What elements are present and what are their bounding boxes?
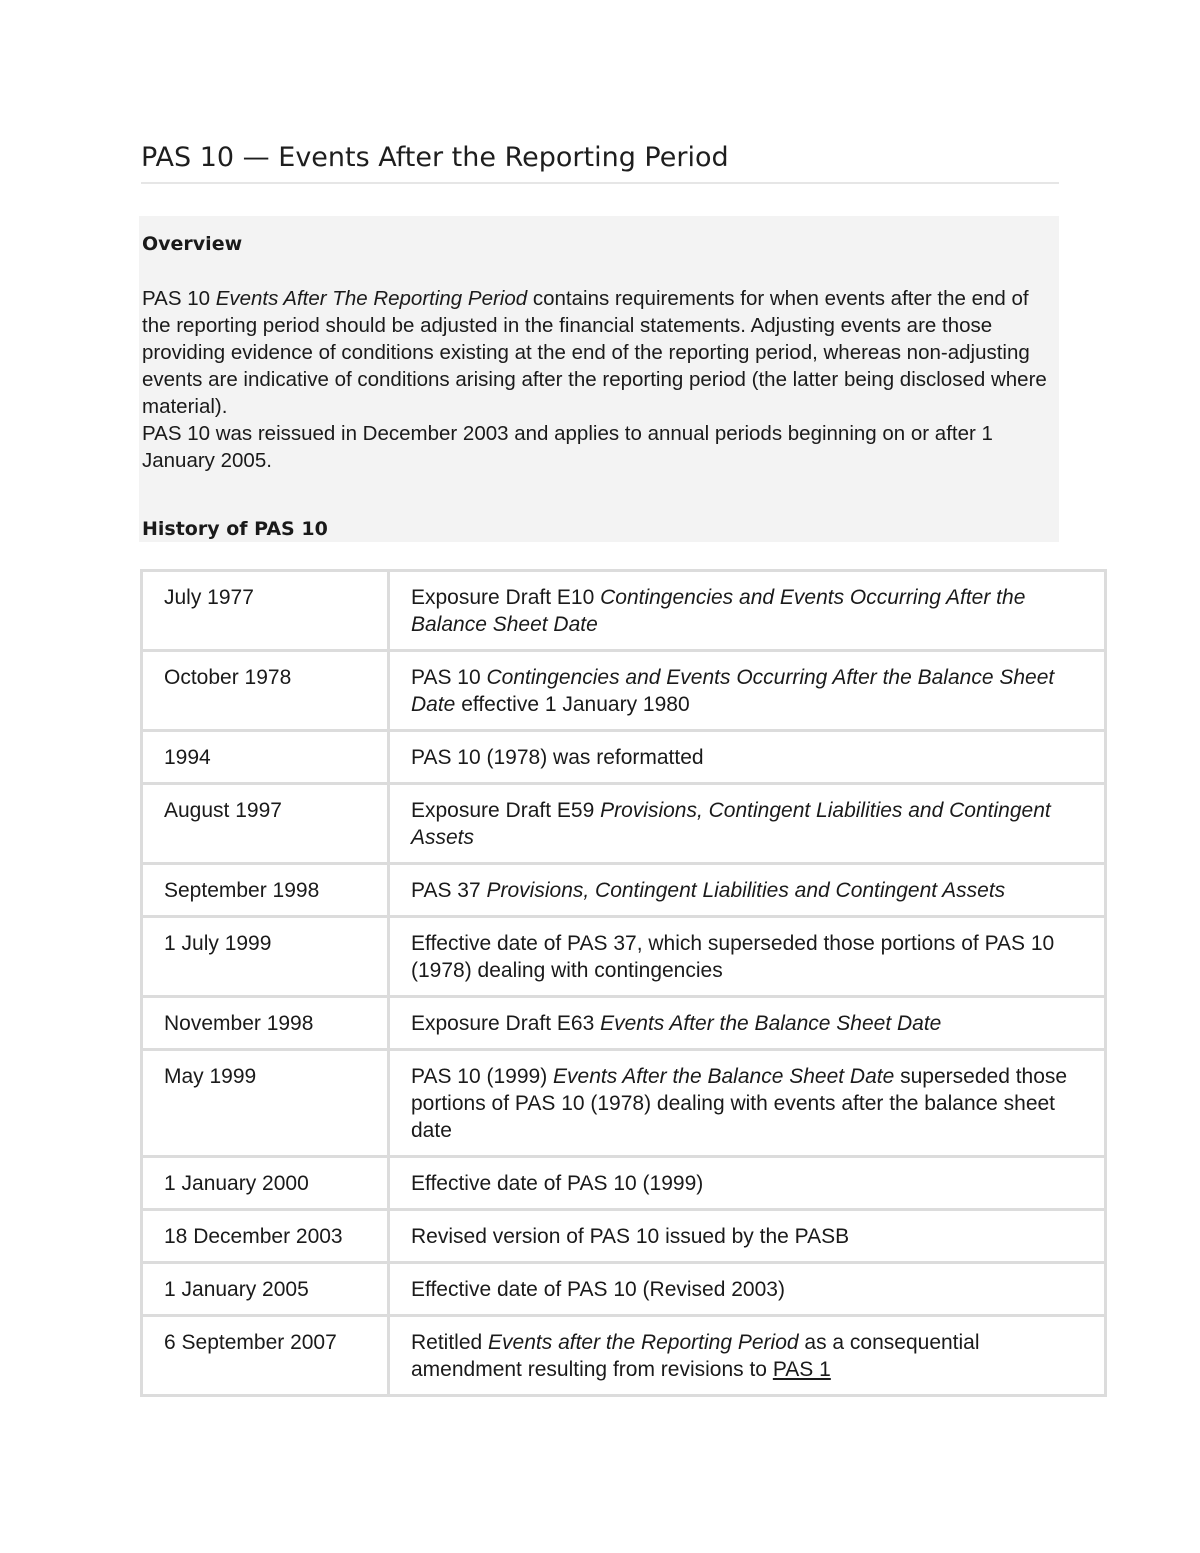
overview-standard-title: Events After The Reporting Period — [215, 287, 528, 310]
event-text: PAS 37 — [411, 879, 487, 902]
table-row — [142, 1050, 1106, 1157]
history-date: 1 July 1999 — [142, 917, 389, 997]
overview-p1-body: contains requirements for when events after the end of the reporting period should be adjusted in the financial statements. Adjusting events are those providing evidence of conditions existing at the end of the reporting period, whereas non-adjusting events are indicative of conditions arising after the reporting period (the latter being disclosed where material). — [142, 287, 1047, 418]
event-title: Contingencies and Events Occurring After the Balance Sheet Date — [411, 666, 1055, 716]
event-title: Contingencies and Events Occurring After the Balance Sheet Date — [411, 586, 1026, 636]
history-date: September 1998 — [142, 864, 389, 917]
page-title: PAS 10 — Events After the Reporting Period — [141, 138, 1059, 184]
table-row — [142, 864, 1106, 917]
history-event — [389, 571, 1106, 651]
table-row — [142, 997, 1106, 1050]
history-event — [389, 651, 1106, 731]
history-event — [389, 864, 1106, 917]
history-event — [389, 1316, 1106, 1396]
history-date: October 1978 — [142, 651, 389, 731]
event-text: PAS 10 — [411, 666, 487, 689]
event-text: Retitled — [411, 1331, 489, 1354]
table-row — [142, 1316, 1106, 1396]
history-event — [389, 997, 1106, 1050]
history-date: 1 January 2000 — [142, 1157, 389, 1210]
event-title: Provisions, Contingent Liabilities and Contingent Assets — [486, 879, 1006, 902]
history-date: May 1999 — [142, 1050, 389, 1157]
history-heading: History of PAS 10 — [142, 518, 328, 540]
overview-p1-prefix: PAS 10 — [142, 287, 216, 310]
table-row — [142, 1210, 1106, 1263]
history-event — [389, 1263, 1106, 1316]
event-text: Exposure Draft E59 — [411, 799, 601, 822]
event-text: Effective date of PAS 37, which superseded those portions of PAS 10 (1978) dealing with contingencies — [411, 932, 1055, 982]
overview-p2: PAS 10 was reissued in December 2003 and applies to annual periods beginning on or after 1 January 2005. — [142, 422, 993, 472]
table-row — [142, 784, 1106, 864]
event-text: PAS 10 (1978) was reformatted — [411, 746, 704, 769]
table-row — [142, 1157, 1106, 1210]
event-text-tail: as a consequential amendment resulting from revisions to — [411, 1331, 980, 1381]
history-event — [389, 1157, 1106, 1210]
table-row — [142, 571, 1106, 651]
event-text: Effective date of PAS 10 (1999) — [411, 1172, 704, 1195]
history-event — [389, 1210, 1106, 1263]
history-date: 1 January 2005 — [142, 1263, 389, 1316]
event-title: Events After the Balance Sheet Date — [600, 1012, 942, 1035]
table-row — [142, 1263, 1106, 1316]
event-text: Exposure Draft E10 — [411, 586, 601, 609]
history-date: August 1997 — [142, 784, 389, 864]
overview-text — [142, 285, 1057, 474]
history-event — [389, 917, 1106, 997]
event-title: Events after the Reporting Period — [488, 1331, 799, 1354]
history-date: November 1998 — [142, 997, 389, 1050]
overview-heading: Overview — [142, 233, 243, 255]
table-row — [142, 731, 1106, 784]
table-row — [142, 651, 1106, 731]
event-title: Events After the Balance Sheet Date — [553, 1065, 895, 1088]
event-text: Effective date of PAS 10 (Revised 2003) — [411, 1278, 785, 1301]
history-table — [140, 569, 1107, 1397]
history-date: July 1977 — [142, 571, 389, 651]
event-text-tail: superseded those portions of PAS 10 (1978) dealing with events after the balance sheet date — [411, 1065, 1068, 1142]
table-row — [142, 917, 1106, 997]
history-event — [389, 1050, 1106, 1157]
event-text-tail: effective 1 January 1980 — [455, 693, 690, 716]
event-title: Provisions, Contingent Liabilities and Contingent Assets — [411, 799, 1051, 849]
history-date: 1994 — [142, 731, 389, 784]
event-text: Exposure Draft E63 — [411, 1012, 601, 1035]
pas-1-link[interactable]: PAS 1 — [772, 1358, 831, 1381]
history-event — [389, 731, 1106, 784]
history-event — [389, 784, 1106, 864]
event-text: Revised version of PAS 10 issued by the PASB — [411, 1225, 850, 1248]
history-date: 6 September 2007 — [142, 1316, 389, 1396]
event-text: PAS 10 (1999) — [411, 1065, 554, 1088]
history-date: 18 December 2003 — [142, 1210, 389, 1263]
